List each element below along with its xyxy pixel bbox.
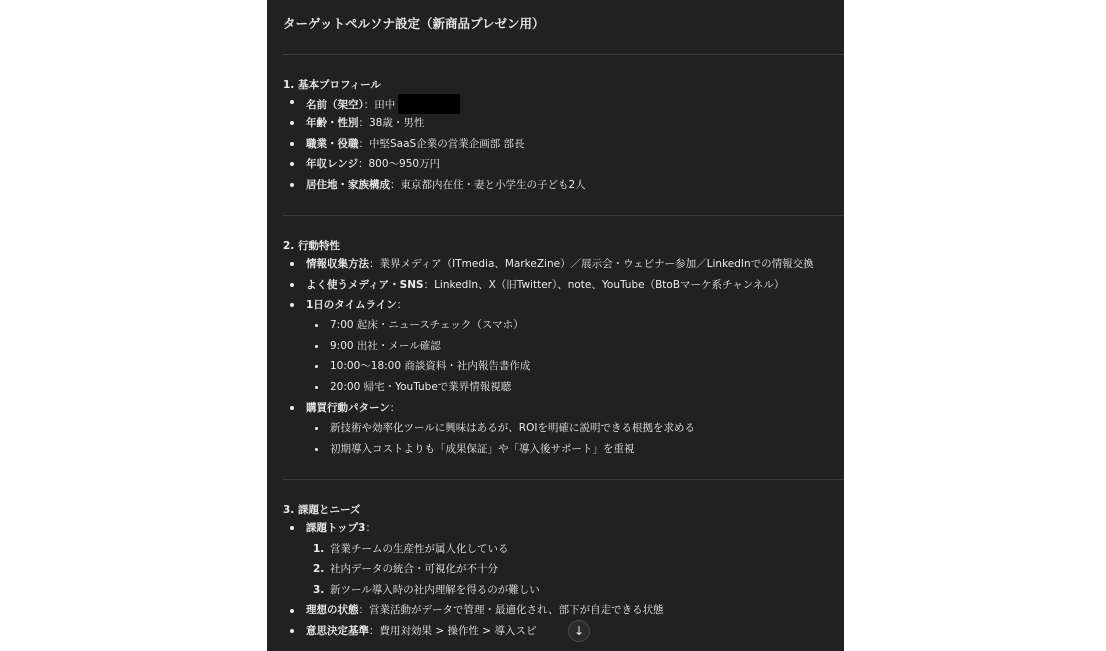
list-item [306, 95, 460, 109]
item-sep: ： [365, 522, 376, 534]
bullet [290, 121, 294, 125]
issue-item: 社内データの統合・可視化が不十分 [330, 563, 498, 575]
item-sep: ： [358, 604, 369, 616]
divider [283, 479, 844, 480]
item-value: 中堅SaaS企業の営業企画部 部長 [369, 138, 525, 150]
item-sep: ： [389, 402, 401, 414]
sub-bullet [315, 365, 318, 368]
bullet [290, 100, 294, 104]
item-value: 田中 [374, 99, 396, 111]
timeline-item: 20:00 帰宅・YouTubeで業界情報視聴 [330, 381, 512, 393]
chat-response-panel [267, 0, 844, 651]
scroll-to-bottom-button[interactable] [568, 620, 590, 642]
list-item [306, 137, 525, 151]
item-sep: ： [369, 625, 380, 637]
item-sep: ： [358, 138, 369, 150]
section-heading-issues: 3. 課題とニーズ [283, 504, 361, 516]
section-heading-profile: 1. 基本プロフィール [283, 79, 381, 91]
purchase-item: 初期導入コストよりも「成果保証」や「導入後サポート」を重視 [330, 443, 635, 455]
list-item [306, 401, 400, 415]
item-key: 購買行動パターン [306, 402, 390, 414]
item-key: よく使うメディア・SNS [306, 279, 424, 291]
timeline-item: 9:00 出社・メール確認 [330, 340, 441, 352]
item-key: 課題トップ3 [306, 522, 366, 534]
item-key: 情報収集方法 [306, 258, 369, 270]
item-key: 職業・役職 [306, 138, 359, 150]
item-key: 意思決定基準 [306, 625, 369, 637]
list-item [306, 116, 424, 130]
page-title: ターゲットペルソナ設定（新商品プレゼン用） [283, 16, 545, 31]
list-item [306, 257, 814, 271]
item-value: LinkedIn、X（旧Twitter）、note、YouTube（BtoBマーケ系チャンネル） [434, 279, 785, 291]
item-value: 費用対効果 > 操作性 > 導入スピ [379, 625, 537, 637]
bullet [290, 283, 294, 287]
bullet [290, 526, 294, 530]
bullet [290, 142, 294, 146]
item-sep: ： [423, 279, 435, 291]
list-number: 3. [313, 584, 325, 596]
list-number: 2. [313, 563, 325, 575]
item-sep: ： [369, 258, 380, 270]
list-item [306, 521, 376, 535]
item-key: 年齢・性別 [306, 117, 359, 129]
item-sep: ： [396, 299, 408, 311]
section-heading-behavior: 2. 行動特性 [283, 240, 340, 252]
item-sep: ： [390, 179, 401, 191]
item-value: 業界メディア（ITmedia、MarkeZine）／展示会・ウェビナー参加／LinkedInでの情報交換 [379, 258, 814, 270]
item-sep: ： [363, 99, 375, 111]
list-item [306, 157, 440, 171]
item-sep: ： [358, 117, 369, 129]
item-key: 居住地・家族構成 [306, 179, 390, 191]
timeline-item: 7:00 起床・ニュースチェック（スマホ） [330, 319, 524, 331]
item-sep: ： [357, 158, 369, 170]
list-item [306, 178, 586, 192]
sub-bullet [315, 345, 318, 348]
issue-item: 新ツール導入時の社内理解を得るのが難しい [330, 584, 540, 596]
bullet [290, 406, 294, 410]
bullet [290, 162, 294, 166]
list-item [306, 624, 536, 638]
divider [283, 215, 844, 216]
bullet [290, 609, 294, 613]
item-key: 1日のタイムライン [306, 299, 397, 311]
sub-bullet [315, 427, 318, 430]
sub-bullet [315, 324, 318, 327]
item-key: 名前（架空） [306, 99, 364, 111]
sub-bullet [315, 448, 318, 451]
list-item [306, 298, 407, 312]
bullet [290, 303, 294, 307]
redaction-box [398, 94, 460, 114]
issue-item: 営業チームの生産性が属人化している [330, 543, 509, 555]
timeline-item: 10:00〜18:00 商談資料・社内報告書作成 [330, 360, 531, 372]
list-item [306, 278, 784, 292]
sub-bullet [315, 386, 318, 389]
divider [283, 54, 844, 55]
item-value: 38歳・男性 [369, 117, 425, 129]
item-value: 800〜950万円 [368, 158, 441, 170]
bullet [290, 183, 294, 187]
list-number: 1. [313, 543, 325, 555]
bullet [290, 262, 294, 266]
bullet [290, 629, 294, 633]
item-value: 東京都内在住・妻と小学生の子ども2人 [400, 179, 586, 191]
item-value: 営業活動がデータで管理・最適化され、部下が自走できる状態 [369, 604, 664, 616]
list-item [306, 603, 664, 617]
arrow-down-icon: ↓ [573, 624, 585, 638]
item-key: 理想の状態 [306, 604, 359, 616]
purchase-item: 新技術や効率化ツールに興味はあるが、ROIを明確に説明できる根拠を求める [330, 422, 695, 434]
item-key: 年収レンジ [306, 158, 358, 170]
